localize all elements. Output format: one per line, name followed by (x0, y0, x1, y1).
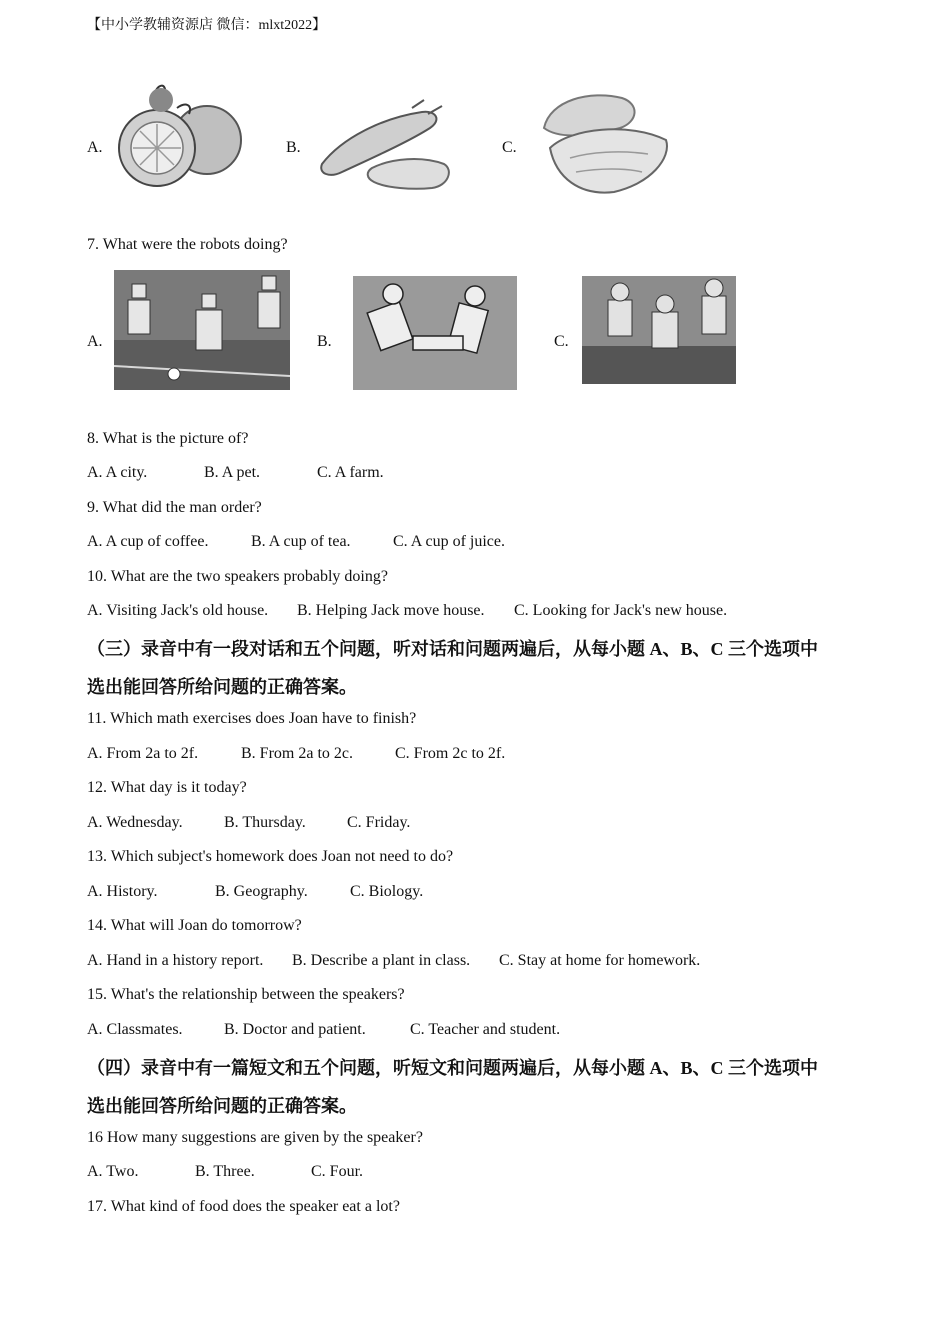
robots-soccer-image (114, 270, 290, 390)
section-3-heading-line1: （三）录音中有一段对话和五个问题，听对话和问题两遍后，从每小题 A、B、C 三个选项中 (87, 639, 818, 659)
tomato-image (115, 78, 245, 196)
q13-option-c: C. Biology. (350, 883, 424, 900)
q11-question: 11. Which math exercises does Joan have to finish? (87, 710, 417, 727)
q15-option-c: C. Teacher and student. (410, 1021, 561, 1038)
ginger-image (312, 98, 457, 196)
q16-question: 16 How many suggestions are given by the speaker? (87, 1129, 423, 1146)
q11-option-a: A. From 2a to 2f. (87, 745, 199, 762)
q9-option-b: B. A cup of tea. (251, 533, 351, 550)
q16-option-b: B. Three. (195, 1163, 255, 1180)
q12-question: 12. What day is it today? (87, 779, 247, 796)
q14-option-b: B. Describe a plant in class. (292, 952, 471, 969)
q8-option-c: C. A farm. (317, 464, 384, 481)
q8-option-b: B. A pet. (204, 464, 261, 481)
q8-option-a: A. A city. (87, 464, 148, 481)
q14-option-a: A. Hand in a history report. (87, 952, 264, 969)
q7-option-b-label: B. (317, 333, 332, 350)
section-4-heading-line2: 选出能回答所给问题的正确答案。 (87, 1096, 357, 1116)
q13-option-b: B. Geography. (215, 883, 308, 900)
q14-option-c: C. Stay at home for homework. (499, 952, 701, 969)
section-3-heading-line2: 选出能回答所给问题的正确答案。 (87, 677, 357, 697)
q10-option-c: C. Looking for Jack's new house. (514, 602, 728, 619)
robots-standing-image (582, 276, 736, 384)
q12-option-b: B. Thursday. (224, 814, 306, 831)
q15-option-b: B. Doctor and patient. (224, 1021, 366, 1038)
page-header: 【中小学教辅资源店 微信：mlxt2022】 (87, 18, 327, 33)
q15-question: 15. What's the relationship between the speakers? (87, 986, 405, 1003)
q15-option-a: A. Classmates. (87, 1021, 183, 1038)
q6-option-c-label: C. (502, 139, 517, 156)
q17-question: 17. What kind of food does the speaker eat a lot? (87, 1198, 400, 1215)
q8-question: 8. What is the picture of? (87, 430, 249, 447)
q7-option-c-label: C. (554, 333, 569, 350)
q7-question: 7. What were the robots doing? (87, 236, 288, 253)
q13-question: 13. Which subject's homework does Joan not need to do? (87, 848, 454, 865)
q11-option-c: C. From 2c to 2f. (395, 745, 506, 762)
robots-fighting-image (353, 276, 517, 390)
q12-option-a: A. Wednesday. (87, 814, 183, 831)
q16-option-a: A. Two. (87, 1163, 139, 1180)
q10-option-a: A. Visiting Jack's old house. (87, 602, 269, 619)
q9-question: 9. What did the man order? (87, 499, 262, 516)
q9-option-a: A. A cup of coffee. (87, 533, 209, 550)
q12-option-c: C. Friday. (347, 814, 411, 831)
q6-option-a-label: A. (87, 139, 103, 156)
section-4-heading-line1: （四）录音中有一篇短文和五个问题，听短文和问题两遍后，从每小题 A、B、C 三个选项中 (87, 1058, 818, 1078)
q14-question: 14. What will Joan do tomorrow? (87, 917, 302, 934)
q10-question: 10. What are the two speakers probably doing? (87, 568, 388, 585)
q7-option-a-label: A. (87, 333, 103, 350)
q9-option-c: C. A cup of juice. (393, 533, 505, 550)
q13-option-a: A. History. (87, 883, 158, 900)
cabbage-image (530, 88, 672, 198)
q16-option-c: C. Four. (311, 1163, 364, 1180)
q6-option-b-label: B. (286, 139, 301, 156)
q11-option-b: B. From 2a to 2c. (241, 745, 353, 762)
q10-option-b: B. Helping Jack move house. (297, 602, 485, 619)
